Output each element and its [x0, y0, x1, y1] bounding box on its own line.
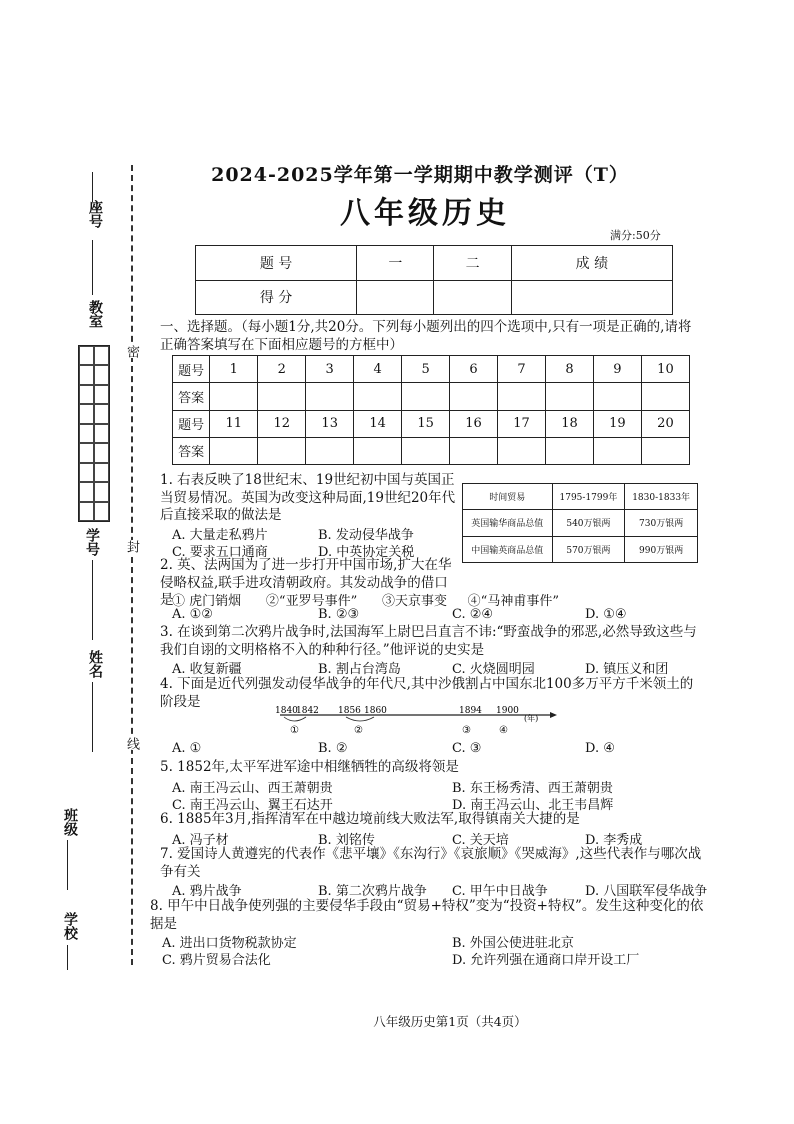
answer-box[interactable]	[210, 437, 258, 464]
answer-table	[172, 355, 690, 465]
trade-cell: 570万银两	[552, 536, 625, 562]
timeline-bracket	[346, 717, 374, 721]
question-number: 5	[402, 356, 450, 383]
q1-stem: 1. 右表反映了18世纪末、19世纪初中国与英国正当贸易情况。英国为改变这种局面,19世纪20年代后直接采取的做法是	[160, 472, 456, 523]
page-footer: 八年级历史第1页（共4页）	[373, 1014, 527, 1029]
timeline-mark: ①	[290, 725, 299, 736]
q2-stem: 2. 英、法两国为了进一步打开中国市场,扩大在华侵略权益,联手进攻清朝政府。其发动战争的借口是	[160, 557, 452, 608]
answer-box[interactable]	[641, 437, 689, 464]
answer-box[interactable]	[354, 383, 402, 410]
q6-option-a[interactable]: A. 冯子材	[172, 833, 229, 848]
question-number: 4	[354, 356, 402, 383]
question-number: 18	[545, 410, 593, 437]
trade-cell: 英国输华商品总值	[463, 510, 553, 536]
answer-header: 题号	[173, 410, 210, 437]
answer-box[interactable]	[545, 437, 593, 464]
timeline-mark: ②	[354, 725, 363, 736]
q5-option-a[interactable]: A. 南王冯云山、西王萧朝贵	[172, 781, 333, 796]
question-number: 2	[258, 356, 306, 383]
timeline-mark: ③	[462, 725, 471, 736]
answer-box[interactable]	[593, 383, 641, 410]
answer-box[interactable]	[258, 437, 306, 464]
answer-box[interactable]	[593, 437, 641, 464]
question-number: 14	[354, 410, 402, 437]
score-table	[195, 245, 673, 315]
q8-option-a[interactable]: A. 进出口货物税款协定	[162, 936, 297, 951]
full-mark: 满分:50分	[610, 229, 661, 242]
question-number: 12	[258, 410, 306, 437]
seal-char-3: 线	[124, 737, 139, 750]
timeline	[270, 703, 570, 737]
q3-stem: 3. 在谈到第二次鸦片战争时,法国海军上尉巴吕直言不讳:“野蛮战争的邪恶,必然导致这些与我们自诩的文明格格不入的种种行径。”他评说的史实是	[160, 624, 697, 658]
answer-box[interactable]	[354, 437, 402, 464]
id-blank[interactable]	[92, 560, 93, 640]
q1-option-b[interactable]: B. 发动侵华战争	[318, 528, 414, 543]
q4-stem: 4. 下面是近代列强发动侵华战争的年代尺,其中沙俄割占中国东北100多万平方千米领土的阶段是	[160, 676, 694, 710]
exam-title: 八年级历史	[340, 196, 510, 231]
room-blank[interactable]	[92, 240, 93, 295]
answer-box[interactable]	[498, 437, 546, 464]
q2-option-d[interactable]: D. ①④	[585, 607, 627, 622]
answer-box[interactable]	[498, 383, 546, 410]
q6-stem: 6. 1885年3月,指挥清军在中越边境前线大败法军,取得镇南关大捷的是	[160, 811, 580, 827]
exam-subtitle: 2024-2025学年第一学期期中教学测评（T）	[211, 164, 629, 186]
trade-cell: 540万银两	[552, 510, 625, 536]
q4-option-c[interactable]: C. ③	[452, 741, 482, 756]
q1-option-c[interactable]: C. 要求五口通商	[172, 545, 268, 560]
timeline-year: 1860	[364, 706, 387, 716]
score-input[interactable]	[434, 280, 511, 315]
room-label: 教室	[87, 300, 103, 328]
question-number: 13	[306, 410, 354, 437]
q3-option-b[interactable]: B. 割占台湾岛	[318, 662, 401, 677]
question-number: 7	[498, 356, 546, 383]
answer-box[interactable]	[641, 383, 689, 410]
q5-option-c[interactable]: C. 南王冯云山、翼王石达开	[172, 798, 333, 813]
answer-box[interactable]	[306, 383, 354, 410]
timeline-arrow	[550, 712, 557, 718]
answer-box[interactable]	[450, 383, 498, 410]
q1-option-d[interactable]: D. 中英协定关税	[318, 545, 415, 560]
answer-box[interactable]	[258, 383, 306, 410]
name-label: 姓名	[87, 650, 103, 678]
answer-header: 答案	[173, 383, 210, 410]
trade-cell: 730万银两	[625, 510, 698, 536]
seal-char-2: 封	[124, 540, 139, 553]
trade-header: 1830-1833年	[625, 484, 698, 510]
question-number: 11	[210, 410, 258, 437]
answer-header: 答案	[173, 437, 210, 464]
q2-items: ① 虎门销烟 ②“亚罗号事件” ③天京事变 ④“马神甫事件”	[172, 594, 559, 609]
q5-option-d[interactable]: D. 南王冯云山、北王韦昌辉	[452, 798, 614, 813]
q8-option-c[interactable]: C. 鸦片贸易合法化	[162, 953, 271, 968]
seal-char-1: 密	[124, 345, 139, 358]
answer-box[interactable]	[402, 437, 450, 464]
question-number: 6	[450, 356, 498, 383]
q2-option-a[interactable]: A. ①②	[172, 607, 213, 622]
score-input[interactable]	[511, 280, 672, 315]
q3-option-a[interactable]: A. 收复新疆	[172, 662, 242, 677]
q7-stem: 7. 爱国诗人黄遵宪的代表作《悲平壤》《东沟行》《哀旅顺》《哭威海》,这些代表作与哪次战争有关	[160, 846, 702, 880]
question-number: 15	[402, 410, 450, 437]
seat-label: 座号	[87, 200, 103, 228]
student-id-boxes[interactable]	[78, 345, 110, 522]
q7-option-d[interactable]: D. 八国联军侵华战争	[585, 884, 708, 899]
score-cell: 得 分	[196, 280, 357, 315]
q5-stem: 5. 1852年,太平军进军途中相继牺牲的高级将领是	[160, 759, 459, 775]
timeline-unit: (年)	[524, 714, 539, 723]
q3-option-c[interactable]: C. 火烧圆明园	[452, 662, 535, 677]
q8-stem: 8. 甲午中日战争使列强的主要侵华手段由“贸易+特权”变为“投资+特权”。发生这种变化的依据是	[150, 898, 704, 932]
id-label: 学号	[84, 528, 100, 556]
q6-option-d[interactable]: D. 李秀成	[585, 833, 643, 848]
name-blank[interactable]	[92, 682, 93, 752]
q2-option-c[interactable]: C. ②④	[452, 607, 494, 622]
trade-header: 时间贸易	[463, 484, 553, 510]
q2-option-b[interactable]: B. ②③	[318, 607, 360, 622]
q6-option-c[interactable]: C. 关天培	[452, 833, 509, 848]
question-number: 1	[210, 356, 258, 383]
trade-cell: 990万银两	[625, 536, 698, 562]
score-input[interactable]	[357, 280, 434, 315]
score-cell: 一	[357, 246, 434, 281]
school-blank[interactable]	[67, 945, 68, 970]
score-cell: 题 号	[196, 246, 357, 281]
timeline-year: 1900	[496, 706, 519, 716]
q7-option-b[interactable]: B. 第二次鸦片战争	[318, 884, 427, 899]
question-number: 20	[641, 410, 689, 437]
q4-option-b[interactable]: B. ②	[318, 741, 348, 756]
q3-option-d[interactable]: D. 镇压义和团	[585, 662, 669, 677]
answer-box[interactable]	[450, 437, 498, 464]
q5-option-b[interactable]: B. 东王杨秀清、西王萧朝贵	[452, 781, 613, 796]
q6-option-b[interactable]: B. 刘铭传	[318, 833, 375, 848]
q4-option-d[interactable]: D. ④	[585, 741, 615, 756]
class-label: 班级	[62, 808, 78, 836]
class-blank[interactable]	[67, 840, 68, 890]
score-cell: 成 绩	[511, 246, 672, 281]
q8-option-b[interactable]: B. 外国公使进驻北京	[452, 936, 574, 951]
q7-option-c[interactable]: C. 甲午中日战争	[452, 884, 548, 899]
question-number: 10	[641, 356, 689, 383]
seat-blank[interactable]	[92, 172, 93, 202]
q7-option-a[interactable]: A. 鸦片战争	[172, 884, 242, 899]
answer-box[interactable]	[210, 383, 258, 410]
trade-cell: 中国输英商品总值	[463, 536, 553, 562]
answer-box[interactable]	[402, 383, 450, 410]
answer-box[interactable]	[306, 437, 354, 464]
timeline-year: 1840	[275, 706, 298, 716]
timeline-mark: ④	[499, 725, 508, 736]
trade-header: 1795-1799年	[552, 484, 625, 510]
timeline-year: 1894	[459, 706, 482, 716]
timeline-year: 1856	[338, 706, 361, 716]
question-number: 16	[450, 410, 498, 437]
section1-instruction: 一、选择题。（每小题1分,共20分。下列每小题列出的四个选项中,只有一项是正确的,请将正确答案填写在下面相应题号的方框中）	[160, 319, 692, 353]
q8-option-d[interactable]: D. 允许列强在通商口岸开设工厂	[452, 953, 640, 968]
question-number: 9	[593, 356, 641, 383]
timeline-bracket	[284, 717, 306, 721]
question-number: 3	[306, 356, 354, 383]
seal-line	[131, 165, 133, 965]
question-number: 8	[545, 356, 593, 383]
answer-box[interactable]	[545, 383, 593, 410]
trade-table	[462, 483, 698, 563]
school-label: 学校	[62, 912, 78, 940]
question-number: 17	[498, 410, 546, 437]
score-cell: 二	[434, 246, 511, 281]
answer-header: 题号	[173, 356, 210, 383]
q4-option-a[interactable]: A. ①	[172, 741, 202, 756]
q1-option-a[interactable]: A. 大量走私鸦片	[172, 528, 268, 543]
timeline-year: 1842	[296, 706, 319, 716]
question-number: 19	[593, 410, 641, 437]
